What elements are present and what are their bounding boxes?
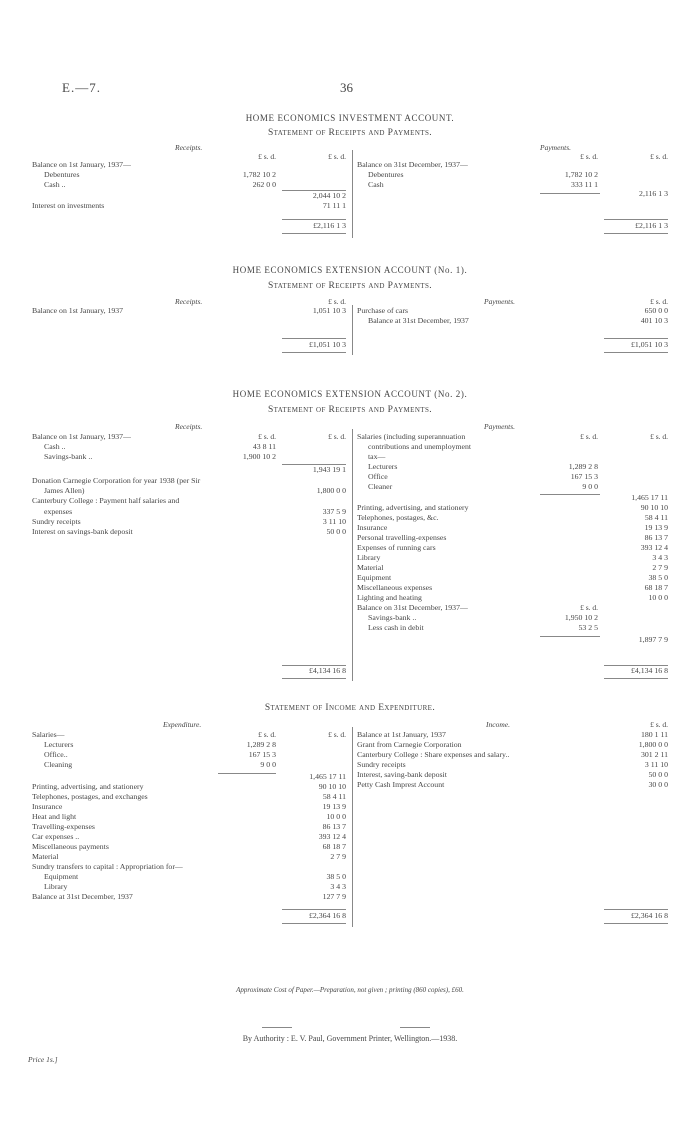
amount: 180 1 11 — [641, 730, 668, 739]
ledger-line: Canterbury College : Payment half salaries and — [32, 496, 180, 505]
ledger-line: Miscellaneous expenses — [357, 583, 433, 592]
ledger-line: expenses — [44, 507, 73, 516]
total-amount: £2,364 16 8 — [308, 911, 346, 920]
amount: 1,800 0 0 — [316, 486, 346, 495]
cost-note: Approximate Cost of Paper.—Preparation, not given ; printing (860 copies), £60. — [236, 986, 464, 994]
amount: 2,044 10 2 — [312, 191, 346, 200]
section-3-payments-head: Payments. — [484, 422, 516, 431]
amount: 1,900 10 2 — [242, 452, 276, 461]
ledger-line: Library — [44, 882, 68, 891]
ledger-line: Sundry receipts — [357, 760, 406, 769]
rule — [282, 909, 346, 910]
double-rule — [604, 678, 668, 679]
rule — [540, 636, 600, 637]
amount: 90 10 10 — [640, 503, 668, 512]
amount: 1,465 17 11 — [631, 493, 668, 502]
amount: 10 0 0 — [326, 812, 346, 821]
ledger-line: Balance at 31st December, 1937 — [368, 316, 469, 325]
ledger-line: Cleaning — [44, 760, 73, 769]
amount: 1,289 2 8 — [246, 740, 276, 749]
ledger-line: Petty Cash Imprest Account — [357, 780, 445, 789]
ledger-line: Insurance — [32, 802, 63, 811]
ledger-line: Equipment — [357, 573, 392, 582]
ledger-line: tax— — [368, 452, 386, 461]
currency-head: £ s. d. — [650, 432, 668, 441]
rule — [218, 773, 276, 774]
amount: 3 11 10 — [322, 517, 346, 526]
amount: 68 18 7 — [644, 583, 668, 592]
ledger-line: Sundry receipts — [32, 517, 81, 526]
amount: 1,051 10 3 — [312, 306, 346, 315]
ledger-line: Office — [368, 472, 388, 481]
amount: 167 15 3 — [570, 472, 598, 481]
ledger-line: Lecturers — [44, 740, 74, 749]
ledger-line: Telephones, postages, and exchanges — [32, 792, 148, 801]
ledger-line: Cash .. — [44, 442, 66, 451]
currency-head: £ s. d. — [328, 730, 346, 739]
amount: 3 4 3 — [652, 553, 668, 562]
currency-head: £ s. d. — [650, 720, 668, 729]
section-1-payments-head: Payments. — [540, 143, 572, 152]
amount: 86 13 7 — [322, 822, 346, 831]
document-reference: E.—7. — [62, 80, 101, 95]
page-number: 36 — [340, 80, 353, 95]
amount: 68 18 7 — [322, 842, 346, 851]
ledger-line: contributions and unemployment — [368, 442, 472, 451]
ledger-line: Cleaner — [368, 482, 393, 491]
total-amount: £4,134 16 8 — [308, 666, 346, 675]
total-amount: £2,364 16 8 — [630, 911, 668, 920]
ledger-line: Material — [32, 852, 59, 861]
section-1-subtitle: Statement of Receipts and Payments. — [267, 128, 433, 138]
amount: 53 2 5 — [578, 623, 598, 632]
ledger-line: Debentures — [44, 170, 80, 179]
amount: 393 12 4 — [640, 543, 668, 552]
section-1-receipts-head: Receipts. — [175, 143, 203, 152]
section-4-income-head: Income. — [486, 720, 510, 729]
ledger-line: Canterbury College : Share expenses and salary.. — [357, 750, 510, 759]
amount: 337 5 9 — [322, 507, 346, 516]
currency-head: £ s. d. — [258, 730, 276, 739]
ledger-line: Interest on investments — [32, 201, 105, 210]
ledger-line: Printing, advertising, and stationery — [357, 503, 469, 512]
currency-head: £ s. d. — [258, 432, 276, 441]
ledger-line: Telephones, postages, &c. — [357, 513, 439, 522]
rule — [282, 338, 346, 339]
amount: 650 0 0 — [644, 306, 668, 315]
amount: 50 0 0 — [648, 770, 668, 779]
ledger-line: Office.. — [44, 750, 68, 759]
amount: 1,950 10 2 — [564, 613, 598, 622]
ledger-line: James Allen) — [44, 486, 85, 495]
double-rule — [604, 352, 668, 353]
ledger-line: Miscellaneous payments — [32, 842, 109, 851]
amount: 9 0 0 — [260, 760, 276, 769]
printer-authority: By Authority : E. V. Paul, Government Printer, Wellington.—1938. — [242, 1034, 458, 1043]
currency-head: £ s. d. — [258, 152, 276, 161]
amount: 262 0 0 — [252, 180, 276, 189]
ledger-line: Debentures — [368, 170, 404, 179]
section-2-title: HOME ECONOMICS EXTENSION ACCOUNT (No. 1). — [232, 265, 468, 275]
amount: 50 0 0 — [326, 527, 346, 536]
price-note: Price 1s.] — [28, 1055, 58, 1064]
amount: 3 4 3 — [330, 882, 346, 891]
ledger-line: Savings-bank .. — [368, 613, 417, 622]
amount: 71 11 1 — [322, 201, 346, 210]
section-4-divider — [352, 727, 353, 927]
ledger-line: Balance at 31st December, 1937 — [32, 892, 133, 901]
currency-head: £ s. d. — [328, 432, 346, 441]
rule — [540, 494, 600, 495]
ledger-line: Lighting and heating — [357, 593, 422, 602]
double-rule — [282, 678, 346, 679]
section-2-payments-head: Payments. — [484, 297, 516, 306]
amount: 38 5 0 — [326, 872, 346, 881]
currency-head: £ s. d. — [650, 297, 668, 306]
rule — [604, 219, 668, 220]
amount: 10 0 0 — [648, 593, 668, 602]
double-rule — [604, 923, 668, 924]
total-amount: £1,051 10 3 — [630, 340, 668, 349]
ledger-line: Printing, advertising, and stationery — [32, 782, 144, 791]
ledger-line: Balance on 1st January, 1937 — [32, 306, 124, 315]
rule — [400, 1027, 430, 1028]
amount: 2 7 9 — [652, 563, 668, 572]
amount: 38 5 0 — [648, 573, 668, 582]
amount: 2,116 1 3 — [639, 189, 668, 198]
ledger-line: Balance on 1st January, 1937— — [32, 432, 131, 441]
amount: 301 2 11 — [641, 750, 668, 759]
amount: 1,465 17 11 — [309, 772, 346, 781]
rule — [282, 219, 346, 220]
ledger-line: Salaries— — [32, 730, 65, 739]
ledger-line: Salaries (including superannuation — [357, 432, 466, 441]
double-rule — [282, 233, 346, 234]
amount: 1,782 10 2 — [564, 170, 598, 179]
total-amount: £4,134 16 8 — [630, 666, 668, 675]
currency-head: £ s. d. — [328, 152, 346, 161]
section-1-divider — [352, 150, 353, 238]
rule — [262, 1027, 292, 1028]
section-3-divider — [352, 429, 353, 681]
double-rule — [604, 233, 668, 234]
amount: 2 7 9 — [330, 852, 346, 861]
ledger-line: Grant from Carnegie Corporation — [357, 740, 462, 749]
amount: 1,897 7 9 — [638, 635, 668, 644]
section-3-receipts-head: Receipts. — [175, 422, 203, 431]
ledger-line: Purchase of cars — [357, 306, 409, 315]
ledger-line: Sundry transfers to capital : Appropriation for— — [32, 862, 183, 871]
amount: 86 13 7 — [644, 533, 668, 542]
amount: 127 7 9 — [322, 892, 346, 901]
currency-head: £ s. d. — [650, 152, 668, 161]
rule — [604, 338, 668, 339]
ledger-line: Savings-bank .. — [44, 452, 93, 461]
amount: 1,782 10 2 — [242, 170, 276, 179]
section-2-divider — [352, 305, 353, 355]
ledger-line: Cash — [368, 180, 384, 189]
ledger-line: Material — [357, 563, 384, 572]
amount: 401 10 3 — [640, 316, 668, 325]
ledger-line: Balance on 31st December, 1937— — [357, 603, 468, 612]
section-1-title: HOME ECONOMICS INVESTMENT ACCOUNT. — [245, 113, 455, 123]
ledger-line: Travelling-expenses — [32, 822, 95, 831]
ledger-line: Car expenses .. — [32, 832, 80, 841]
double-rule — [282, 923, 346, 924]
amount: 393 12 4 — [318, 832, 346, 841]
ledger-line: Heat and light — [32, 812, 77, 821]
total-amount: £2,116 1 3 — [635, 221, 668, 230]
ledger-line: Cash .. — [44, 180, 66, 189]
currency-head: £ s. d. — [328, 297, 346, 306]
ledger-line: Expenses of running cars — [357, 543, 436, 552]
amount: 19 13 9 — [322, 802, 346, 811]
section-3-subtitle: Statement of Receipts and Payments. — [267, 405, 433, 415]
amount: 333 11 1 — [571, 180, 598, 189]
ledger-line: Balance on 1st January, 1937— — [32, 160, 131, 169]
amount: 3 11 10 — [644, 760, 668, 769]
total-amount: £1,051 10 3 — [308, 340, 346, 349]
amount: 90 10 10 — [318, 782, 346, 791]
double-rule — [282, 352, 346, 353]
amount: 1,943 19 1 — [312, 465, 346, 474]
ledger-line: Balance on 31st December, 1937— — [357, 160, 468, 169]
amount: 30 0 0 — [648, 780, 668, 789]
ledger-line: Equipment — [44, 872, 79, 881]
ledger-line: Insurance — [357, 523, 388, 532]
currency-head: £ s. d. — [580, 152, 598, 161]
amount: 167 15 3 — [248, 750, 276, 759]
section-2-subtitle: Statement of Receipts and Payments. — [267, 281, 433, 291]
ledger-line: Balance at 1st January, 1937 — [357, 730, 446, 739]
amount: 9 0 0 — [582, 482, 598, 491]
total-amount: £2,116 1 3 — [313, 221, 346, 230]
section-3-title: HOME ECONOMICS EXTENSION ACCOUNT (No. 2). — [232, 389, 468, 399]
amount: 43 8 11 — [252, 442, 276, 451]
ledger-line: Donation Carnegie Corporation for year 1938 (per Sir — [32, 476, 201, 485]
amount: 58 4 11 — [644, 513, 668, 522]
ledger-line: Less cash in debit — [368, 623, 424, 632]
currency-head: £ s. d. — [580, 603, 598, 612]
ledger-line: Interest on savings-bank deposit — [32, 527, 133, 536]
amount: 58 4 11 — [322, 792, 346, 801]
section-4-subtitle: Statement of Income and Expenditure. — [264, 703, 436, 713]
section-2-receipts-head: Receipts. — [175, 297, 203, 306]
section-4-expenditure-head: Expenditure. — [163, 720, 202, 729]
amount: 19 13 9 — [644, 523, 668, 532]
amount: 1,289 2 8 — [568, 462, 598, 471]
amount: 1,800 0 0 — [638, 740, 668, 749]
ledger-line: Lecturers — [368, 462, 398, 471]
rule — [540, 193, 600, 194]
ledger-line: Library — [357, 553, 381, 562]
ledger-line: Interest, saving-bank deposit — [357, 770, 447, 779]
currency-head: £ s. d. — [580, 432, 598, 441]
ledger-line: Personal travelling-expenses — [357, 533, 447, 542]
rule — [604, 909, 668, 910]
